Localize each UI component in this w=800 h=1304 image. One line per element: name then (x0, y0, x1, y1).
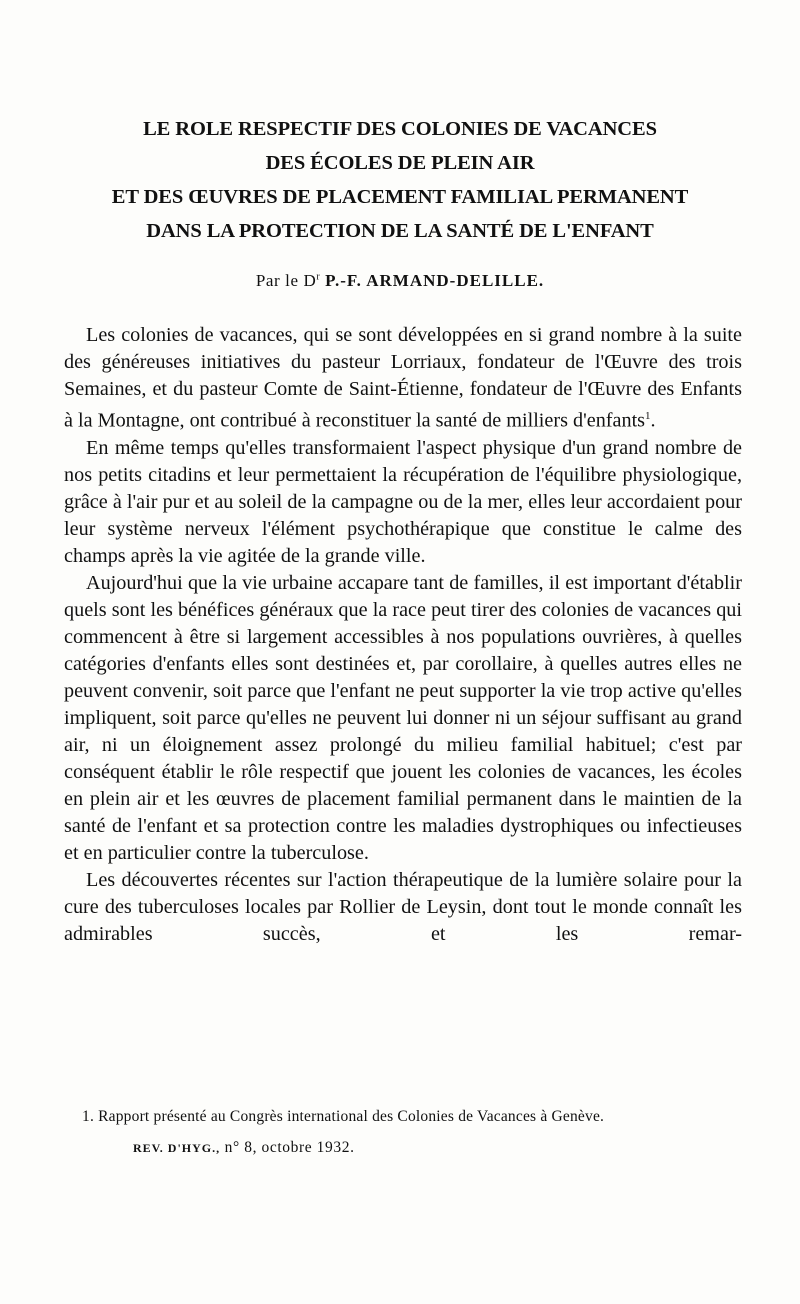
byline-prefix: Par le D (255, 271, 317, 290)
author-name: P.-F. ARMAND-DELILLE. (325, 271, 545, 290)
paragraph-3: Aujourd'hui que la vie urbaine accapare tant de familles, il est important d'établir quels sont les bénéfices généraux que la race peut tirer des colonies de vacances qui commencent à être si largement accessibles à nos populations ouvrières, à quelles catégories d'enfants elles sont destinées et, par corollaire, à quelles autres elles ne peuvent convenir, soit parce que l'enfant ne peut supporter la vie trop active qu'elles impliquent, soit parce qu'elles ne peuvent lui donner ni un séjour suffisant au grand air, ni un éloignement assez prolongé du milieu familial habituel; c'est par conséquent établir le rôle respectif que jouent les colonies de vacances, les écoles en plein air et les œuvres de placement familial permanent dans le maintien de la santé de l'enfant et sa protection contre les maladies dystrophiques ou infectieuses et en particulier contre la tuberculose. (64, 571, 742, 864)
footnote-reference: 1 (645, 410, 651, 422)
paragraph-1-text: Les colonies de vacances, qui se sont développées en si grand nombre à la suite des généreuses initiatives du pasteur Lorriaux, fondateur de l'Œuvre des trois Semaines, et du pasteur Comte de Saint-Étienne, fondateur de l'Œuvre des Enfants à la Montagne, ont contribué à reconstituer la santé de milliers d'enfants (64, 324, 742, 432)
title-line-1: LE ROLE RESPECTIF DES COLONIES DE VACANCES (143, 118, 657, 140)
byline-superscript: r (316, 271, 321, 283)
journal-abbreviation: REV. D'HYG., (133, 1141, 221, 1155)
title-line-3: ET DES ŒUVRES DE PLACEMENT FAMILIAL PERMANENT (111, 186, 689, 208)
author-byline (0, 271, 800, 291)
article-title (40, 112, 760, 248)
running-foot (133, 1139, 355, 1157)
title-line-2: DES ÉCOLES DE PLEIN AIR (265, 152, 535, 174)
issue-info: n° 8, octobre 1932. (224, 1139, 355, 1156)
paragraph-1 (64, 322, 742, 435)
footnote: 1. Rapport présenté au Congrès international des Colonies de Vacances à Genève. (82, 1108, 605, 1125)
paragraph-2: En même temps qu'elles transformaient l'aspect physique d'un grand nombre de nos petits citadins et leur permettaient la récupération de l'équilibre physiologique, grâce à l'air pur et au soleil de la campagne ou de la mer, elles leur accordaient pour leur système nerveux l'élément psychothérapique que constitue le calme des champs après la vie agitée de la grande ville. (64, 436, 742, 567)
paragraph-4: Les découvertes récentes sur l'action thérapeutique de la lumière solaire pour la cure des tuberculoses locales par Rollier de Leysin, dont tout le monde connaît les admirables succès, et les remar- (64, 868, 742, 945)
paragraph-1-tail: . (650, 409, 656, 432)
title-line-4: DANS LA PROTECTION DE LA SANTÉ DE L'ENFANT (146, 220, 654, 242)
article-body (64, 322, 742, 948)
